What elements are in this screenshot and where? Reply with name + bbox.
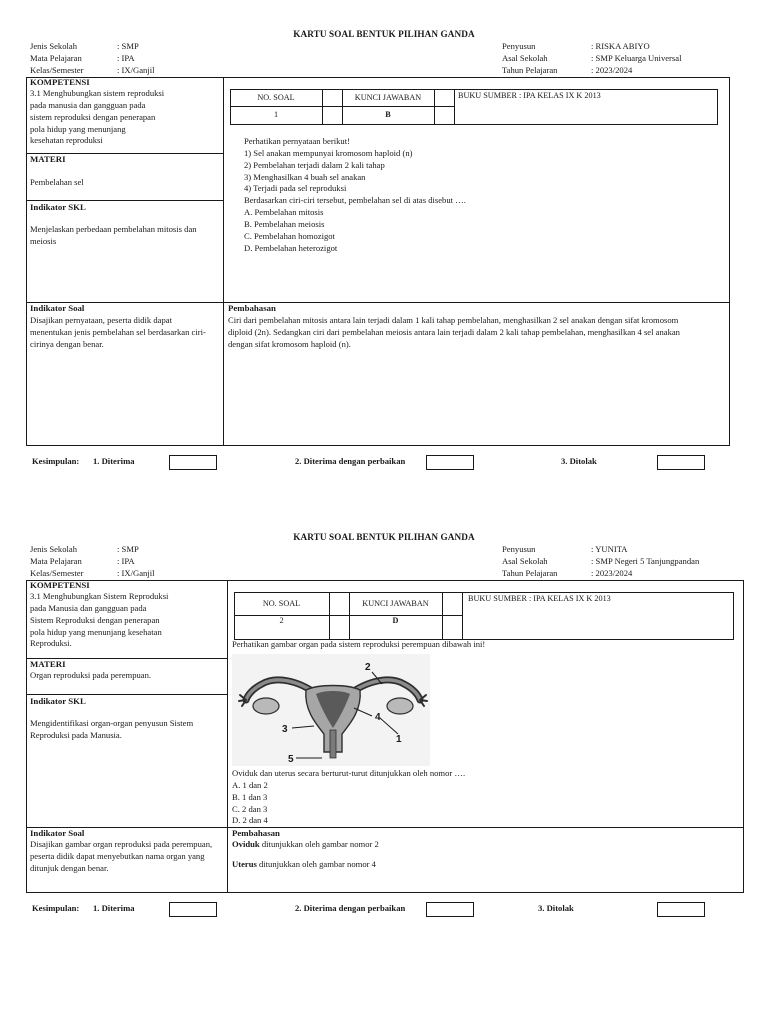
pembahasan-title: Pembahasan (232, 828, 280, 838)
materi-text (30, 177, 84, 189)
answer-option-b: B. 1 dan 3 (232, 791, 268, 802)
meta-value-kelas-semester: : IX/Ganjil (117, 568, 155, 578)
meta-label-mata-pelajaran: Mata Pelajaran (30, 53, 82, 63)
question-text (232, 768, 465, 827)
meta-label-tahun-pelajaran: Tahun Pelajaran (502, 568, 558, 578)
pembahasan-line: diploid (2n). Sedangkan ciri dari pembelahan meiosis antara lain terjadi dalam 2 kali tahap pembelahan, menghasilkan 4 sel anakan (228, 326, 680, 337)
figure-label-4: 4 (375, 712, 381, 723)
indikator-soal-line: menentukan jenis pembelahan sel berdasarkan ciri- (30, 326, 206, 337)
indikator-skl-text (30, 224, 197, 248)
kompetensi-title: KOMPETENSI (30, 580, 90, 590)
uterus-diagram-image (232, 654, 430, 766)
pembahasan-line: dengan sifat kromosom haploid (n). (228, 338, 351, 349)
indikator-soal-text (30, 839, 212, 875)
question-line: 4) Terjadi pada sel reproduksi (244, 183, 347, 194)
answer-option-d: D. 2 dan 4 (232, 815, 268, 826)
diterima-label: 1. Diterima (93, 456, 135, 466)
kunci-jawaban-label: KUNCI JAWABAN (362, 598, 429, 608)
materi-line: Organ reproduksi pada perempuan. (30, 670, 152, 680)
indikator-soal-title: Indikator Soal (30, 828, 85, 838)
pembahasan-desc: ditunjukkan oleh gambar nomor 2 (259, 839, 379, 849)
kompetensi-line: sistem reproduksi dengan penerapan (30, 111, 156, 122)
pembahasan-text (228, 315, 680, 351)
question-line: Oviduk dan uterus secara berturut-turut ditunjukkan oleh nomor …. (232, 768, 466, 778)
indikator-soal-line: Disajikan pernyataan, peserta didik dapat (30, 315, 172, 325)
diterima-checkbox[interactable] (169, 455, 217, 470)
figure-label-2: 2 (365, 662, 371, 673)
meta-value-jenis-sekolah: : SMP (117, 544, 139, 554)
column-divider (442, 592, 443, 640)
pembahasan-term: Uterus (232, 859, 257, 869)
question-line: 1) Sel anakan mempunyai kromosom haploid (n) (244, 147, 413, 158)
question-line: Berdasarkan ciri-ciri tersebut, pembelahan sel di atas disebut …. (244, 195, 466, 206)
pembahasan-title: Pembahasan (228, 303, 276, 313)
indikator-soal-line: cirinya dengan benar. (30, 338, 104, 349)
meta-label-tahun-pelajaran: Tahun Pelajaran (502, 65, 558, 75)
meta-label-asal-sekolah: Asal Sekolah (502, 556, 548, 566)
diterima-dengan-perbaikan-checkbox[interactable] (426, 455, 474, 470)
kunci-jawaban-value: B (385, 110, 391, 120)
column-divider (454, 89, 455, 125)
ovary-right (387, 698, 413, 714)
question-intro: Perhatikan gambar organ pada sistem reproduksi perempuan dibawah ini! (232, 639, 486, 649)
no-soal-label: NO. SOAL (262, 598, 301, 608)
meta-value-jenis-sekolah: : SMP (117, 41, 139, 51)
kompetensi-line: 3.1 Menghubungkan sistem reproduksi (30, 88, 165, 98)
column-divider (434, 89, 435, 125)
ditolak-checkbox[interactable] (657, 902, 705, 917)
meta-value-mata-pelajaran: : IPA (117, 556, 135, 566)
kompetensi-text (30, 591, 168, 650)
meta-label-kelas-semester: Kelas/Semester (30, 65, 84, 75)
diterima-dengan-perbaikan-label: 2. Diterima dengan perbaikan (295, 903, 406, 913)
kompetensi-line: pola hidup yang menunjang kesehatan (30, 626, 162, 637)
question-line: 3) Menghasilkan 4 buah sel anakan (244, 171, 366, 182)
answer-option-d: D. Pembelahan heterozigot (244, 242, 338, 253)
figure-label-1: 1 (396, 734, 402, 745)
kesimpulan-label: Kesimpulan: (32, 456, 80, 466)
column-divider (227, 580, 228, 893)
figure-label-5: 5 (288, 754, 294, 765)
diterima-dengan-perbaikan-label: 2. Diterima dengan perbaikan (295, 456, 406, 466)
kunci-jawaban-label: KUNCI JAWABAN (354, 92, 422, 102)
indikator-skl-line: Reproduksi pada Manusia. (30, 729, 122, 740)
row-divider (26, 302, 730, 303)
soal-card-2 (0, 503, 768, 1024)
kesimpulan-label: Kesimpulan: (32, 903, 80, 913)
indikator-soal-text (30, 315, 206, 351)
figure-label-3: 3 (282, 724, 288, 735)
indikator-skl-line: Menjelaskan perbedaan pembelahan mitosis dan (30, 224, 197, 234)
no-soal-value: 2 (279, 616, 284, 626)
answer-option-a: A. 1 dan 2 (232, 779, 268, 790)
meta-label-asal-sekolah: Asal Sekolah (502, 53, 548, 63)
answer-option-c: C. 2 dan 3 (232, 803, 268, 814)
no-soal-label: NO. SOAL (257, 92, 295, 102)
soal-card-1 (0, 0, 768, 480)
pembahasan-oviduk (232, 839, 379, 851)
no-soal-value: 1 (273, 110, 279, 120)
meta-label-jenis-sekolah: Jenis Sekolah (30, 544, 78, 554)
meta-value-penyusun: : RISKA ABIYO (591, 41, 650, 51)
question-line: 2) Pembelahan terjadi dalam 2 kali tahap (244, 159, 385, 170)
meta-value-tahun-pelajaran: : 2023/2024 (591, 65, 633, 75)
question-line: Perhatikan pernyataan berikut! (244, 136, 350, 146)
kompetensi-title: KOMPETENSI (30, 77, 90, 87)
answer-option-c: C. Pembelahan homozigot (244, 230, 335, 241)
question-text (244, 136, 466, 255)
meta-value-kelas-semester: : IX/Ganjil (117, 65, 155, 75)
meta-label-penyusun: Penyusun (502, 544, 536, 554)
indikator-skl-title: Indikator SKL (30, 202, 86, 212)
indikator-soal-line: ditunjuk dengan benar. (30, 862, 109, 873)
buku-sumber: BUKU SUMBER : IPA KELAS IX K 2013 (458, 91, 601, 100)
ditolak-checkbox[interactable] (657, 455, 705, 470)
answer-option-b: B. Pembelahan meiosis (244, 219, 325, 230)
meta-value-tahun-pelajaran: : 2023/2024 (591, 568, 633, 578)
meta-value-mata-pelajaran: : IPA (117, 53, 135, 63)
pembahasan-uterus (232, 859, 376, 871)
meta-value-asal-sekolah: : SMP Keluarga Universal (591, 53, 682, 63)
buku-sumber: BUKU SUMBER : IPA KELAS IX K 2013 (468, 594, 611, 603)
diterima-checkbox[interactable] (169, 902, 217, 917)
kompetensi-text (30, 88, 164, 147)
kompetensi-line: pada manusia dan gangguan pada (30, 99, 146, 110)
column-divider (322, 89, 323, 125)
pembahasan-line: Ciri dari pembelahan mitosis antara lain terjadi dalam 1 kali tahap pembelahan, menghasilkan 2 sel anakan dengan sifat kromosom (228, 315, 679, 325)
indikator-soal-line: Disajikan gambar organ reproduksi pada perempuan, (30, 839, 213, 849)
card-title: KARTU SOAL BENTUK PILIHAN GANDA (293, 532, 475, 542)
kompetensi-line: pola hidup yang menunjang (30, 123, 126, 134)
materi-title: MATERI (30, 154, 66, 164)
pembahasan-term: Oviduk (232, 839, 260, 849)
kompetensi-line: Sistem Reproduksi dengan penerapan (30, 614, 160, 625)
materi-title: MATERI (30, 659, 66, 669)
meta-label-mata-pelajaran: Mata Pelajaran (30, 556, 82, 566)
column-divider (223, 77, 224, 446)
kompetensi-line: 3.1 Menghubungkan Sistem Reproduksi (30, 591, 169, 601)
indikator-skl-line: meiosis (30, 235, 57, 246)
diterima-dengan-perbaikan-checkbox[interactable] (426, 902, 474, 917)
meta-value-asal-sekolah: : SMP Negeri 5 Tanjungpandan (591, 556, 700, 566)
meta-label-jenis-sekolah: Jenis Sekolah (30, 41, 78, 51)
ovary-left (253, 698, 279, 714)
ditolak-label: 3. Ditolak (538, 903, 574, 913)
meta-label-penyusun: Penyusun (502, 41, 536, 51)
kompetensi-line: Reproduksi. (30, 638, 72, 649)
kompetensi-line: kesehatan reproduksi (30, 135, 103, 146)
meta-label-kelas-semester: Kelas/Semester (30, 568, 84, 578)
card-title: KARTU SOAL BENTUK PILIHAN GANDA (293, 29, 475, 39)
kunci-jawaban-value: D (392, 616, 399, 626)
indikator-skl-title: Indikator SKL (30, 696, 86, 706)
indikator-soal-title: Indikator Soal (30, 303, 85, 313)
indikator-soal-line: peserta didik dapat menyebutkan nama organ yang (30, 850, 205, 861)
diterima-label: 1. Diterima (93, 903, 135, 913)
cervix-vagina (330, 730, 336, 758)
column-divider (462, 592, 463, 640)
materi-text (30, 670, 151, 682)
indikator-skl-line: Mengidentifikasi organ-organ penyusun Sistem (30, 718, 194, 728)
meta-value-penyusun: : YUNITA (591, 544, 628, 554)
pembahasan-desc: ditunjukkan oleh gambar nomor 4 (256, 859, 376, 869)
kompetensi-line: pada Manusia dan gangguan pada (30, 602, 147, 613)
materi-line: Pembelahan sel (30, 177, 84, 187)
ditolak-label: 3. Ditolak (561, 456, 597, 466)
answer-option-a: A. Pembelahan mitosis (244, 207, 324, 218)
indikator-skl-text (30, 718, 193, 742)
column-divider (329, 592, 330, 640)
